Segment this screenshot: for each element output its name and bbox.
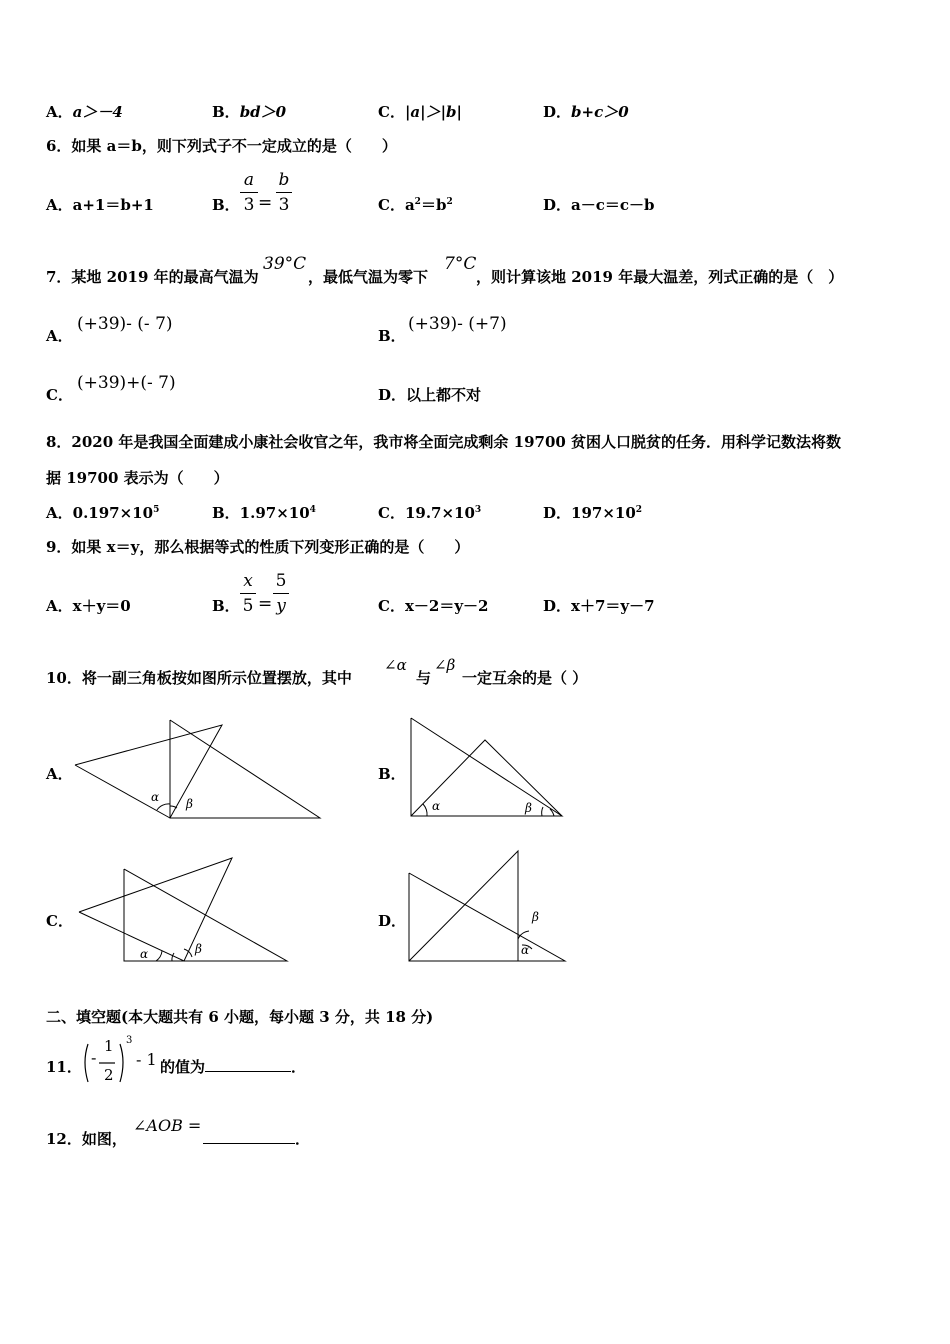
q7-option-c-label: C． (46, 386, 73, 404)
option-text: A．0.197×10 (46, 504, 154, 522)
option-text: |a|＞|b| (404, 103, 462, 121)
q8-option-b (212, 504, 316, 522)
beta-label: β (532, 910, 539, 924)
q10-angle-alpha: ∠α (384, 656, 407, 674)
numerator: a (243, 170, 255, 190)
q7-option-b-label: B． (378, 327, 406, 345)
option-label: A． (46, 103, 73, 121)
q8-option-a (46, 504, 159, 522)
q10-figure-c (70, 855, 300, 970)
q8-option-d (543, 504, 642, 522)
q7-option-c-expr: (+39)+(- 7) (77, 373, 176, 393)
alpha-label: α (432, 799, 441, 813)
q5-option-b (212, 103, 286, 121)
option-text: D．197×10 (543, 504, 636, 522)
q6-option-c (378, 196, 453, 214)
numerator: 5 (275, 571, 287, 591)
q7-stem-3: ，则计算该地 2019 年最大温差，列式正确的是（ ） (476, 268, 844, 286)
q7-option-d: D．以上都不对 (378, 386, 482, 404)
alpha-label: α (140, 947, 149, 961)
q10-angle-beta: ∠β (434, 656, 456, 674)
q9-b-equals: = (258, 594, 273, 614)
option-label: C．a (378, 196, 415, 214)
numerator: b (278, 170, 290, 190)
q10-stem-3: 一定互余的是（ ） (462, 669, 588, 687)
q9-b-fraction-2 (273, 571, 289, 616)
denominator: y (276, 596, 286, 616)
q8-stem-line2: 据 19700 表示为（ ） (46, 469, 229, 487)
option-label: D． (543, 103, 572, 121)
q10-figure-a (60, 712, 330, 827)
exponent: 4 (309, 505, 316, 515)
beta-label: β (525, 801, 532, 815)
q7-stem-2: ，最低气温为零下 (308, 268, 429, 286)
q11-minus: - (91, 1048, 97, 1067)
exponent: 3 (474, 505, 482, 515)
q8-stem-line1: 8．2020 年是我国全面建成小康社会收官之年，我市将全面完成剩余 19700 贫困人口脱贫的任务．用科学记数法将数 (46, 433, 842, 451)
q6-b-fraction-2 (276, 170, 292, 215)
q11-frac-denominator: 2 (104, 1066, 114, 1084)
option-text: C．19.7×10 (378, 504, 475, 522)
option-text: bd＞0 (239, 103, 287, 121)
beta-label: β (186, 797, 193, 811)
triangle-2 (409, 851, 518, 961)
q7-option-a-expr: (+39)- (- 7) (77, 314, 173, 334)
q10-option-b-label: B． (378, 765, 406, 783)
q12-period: ． (295, 1130, 311, 1148)
numerator: x (243, 571, 253, 591)
q7-option-b-expr: (+39)- (+7) (408, 314, 507, 334)
q12-number: 12．如图， (46, 1130, 127, 1148)
q10-figure-d (400, 845, 575, 970)
q9-b-fraction-1 (240, 571, 256, 616)
option-text: a＞－4 (72, 103, 123, 121)
triangle-2 (75, 725, 222, 818)
q9-option-a: A．x＋y＝0 (46, 597, 131, 615)
denominator: 3 (278, 195, 290, 215)
alpha-label: α (151, 790, 160, 804)
q6-option-b-label: B． (212, 196, 240, 214)
q9-stem: 9．如果 x＝y，那么根据等式的性质下列变形正确的是（ ） (46, 538, 470, 556)
q7-stem-1: 7．某地 2019 年的最高气温为 (46, 268, 259, 286)
option-text: B．1.97×10 (212, 504, 310, 522)
q5-option-c (378, 103, 462, 121)
q11-answer-blank[interactable] (205, 1071, 291, 1072)
q10-option-a-label: A． (46, 765, 73, 783)
denominator: 3 (243, 195, 255, 215)
triangle-1 (409, 873, 565, 961)
q7-temp-high: 39°C (263, 254, 307, 274)
q11-period: ． (291, 1058, 307, 1076)
q12-expression: ∠AOB = (133, 1116, 202, 1135)
q7-option-a-label: A． (46, 327, 73, 345)
q11-text (160, 1058, 306, 1076)
alpha-label: α (521, 943, 530, 957)
exponent: 5 (153, 505, 160, 515)
option-text: ＝b (420, 196, 447, 214)
q11-exponent: 3 (126, 1035, 133, 1046)
q5-option-a (46, 103, 123, 121)
q9-option-b-label: B． (212, 597, 240, 615)
denominator: 5 (242, 596, 254, 616)
exponent: 2 (635, 505, 643, 515)
beta-label: β (195, 942, 202, 956)
triangle-2 (79, 858, 232, 961)
q10-option-c-label: C． (46, 912, 73, 930)
q6-stem: 6．如果 a＝b，则下列式子不一定成立的是（ ） (46, 137, 397, 155)
option-label: C． (378, 103, 405, 121)
q8-option-c (378, 504, 481, 522)
q5-option-d (543, 103, 629, 121)
q6-option-a: A．a+1＝b+1 (46, 196, 154, 214)
option-text: b+c＞0 (571, 103, 629, 121)
exponent: 2 (446, 197, 453, 207)
exponent: 2 (414, 197, 421, 207)
q9-option-c: C．x－2＝y－2 (378, 597, 489, 615)
q10-option-d-label: D． (378, 912, 407, 930)
q10-stem-2: 与 (416, 669, 432, 687)
q9-option-d: D．x＋7＝y－7 (543, 597, 655, 615)
q11-minus-one: - 1 (136, 1050, 157, 1069)
q12-answer-blank[interactable] (203, 1143, 295, 1144)
option-label: B． (212, 103, 240, 121)
q7-temp-low: 7°C (444, 254, 477, 274)
section-2-title: 二、填空题(本大题共有 6 小题，每小题 3 分，共 18 分) (46, 1008, 434, 1026)
q12-answer (203, 1130, 310, 1148)
q11-frac-numerator: 1 (104, 1037, 114, 1055)
q10-stem-1: 10．将一副三角板按如图所示位置摆放，其中 (46, 669, 352, 687)
q6-option-d: D．a－c＝c－b (543, 196, 655, 214)
q6-b-equals: = (258, 193, 273, 213)
q11-value-label: 的值为 (160, 1058, 206, 1076)
q6-b-fraction-1 (240, 170, 258, 215)
q10-figure-b (400, 712, 575, 822)
q11-number: 11． (46, 1058, 82, 1076)
